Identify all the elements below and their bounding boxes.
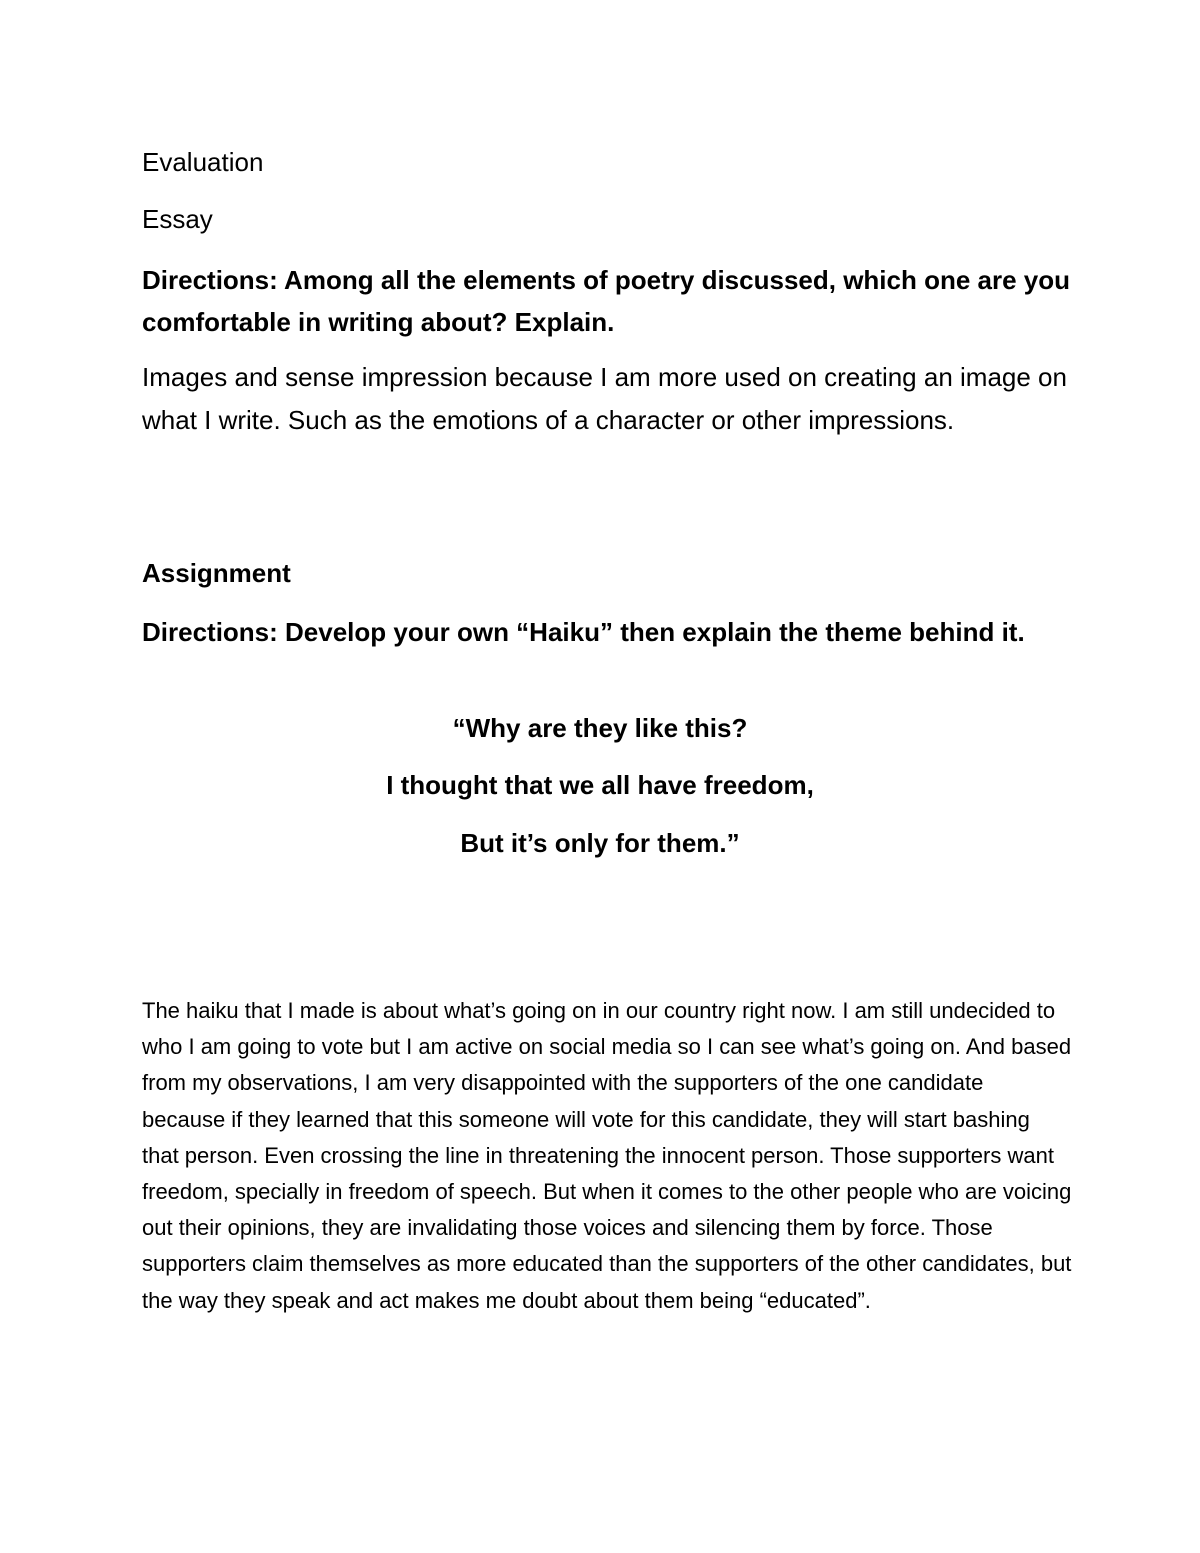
assignment-directions: Directions: Develop your own “Haiku” then explain the theme behind it.	[142, 617, 1025, 647]
haiku-line-2: I thought that we all have freedom,	[386, 770, 814, 800]
haiku-explanation: The haiku that I made is about what’s going on in our country right now. I am still undecided to who I am going to vote but I am active on social media so I can see what’s going on. And based from my observations, I am very disappointed with the supporters of the one candidate because if they learned that this someone will vote for this candidate, they will start bashing that person. Even crossing the line in threatening the innocent person. Those supporters want freedom, specially in freedom of speech. But when it comes to the other people who are voicing out their opinions, they are invalidating those voices and silencing them by force. Those supporters claim themselves as more educated than the supporters of the other candidates, but the way they speak and act makes me doubt about them being “educated”.	[142, 998, 1072, 1313]
page-title: Evaluation	[142, 147, 264, 177]
essay-answer: Images and sense impression because I am more used on creating an image on what I write. Such as the emotions of a character or other impressions.	[142, 362, 1067, 435]
haiku-line-3: But it’s only for them.”	[460, 828, 740, 858]
assignment-heading: Assignment	[142, 558, 291, 588]
essay-directions: Directions: Among all the elements of poetry discussed, which one are you comfortable in writing about? Explain.	[142, 265, 1071, 337]
haiku-line-1: “Why are they like this?	[452, 713, 748, 743]
essay-subtitle: Essay	[142, 204, 213, 234]
